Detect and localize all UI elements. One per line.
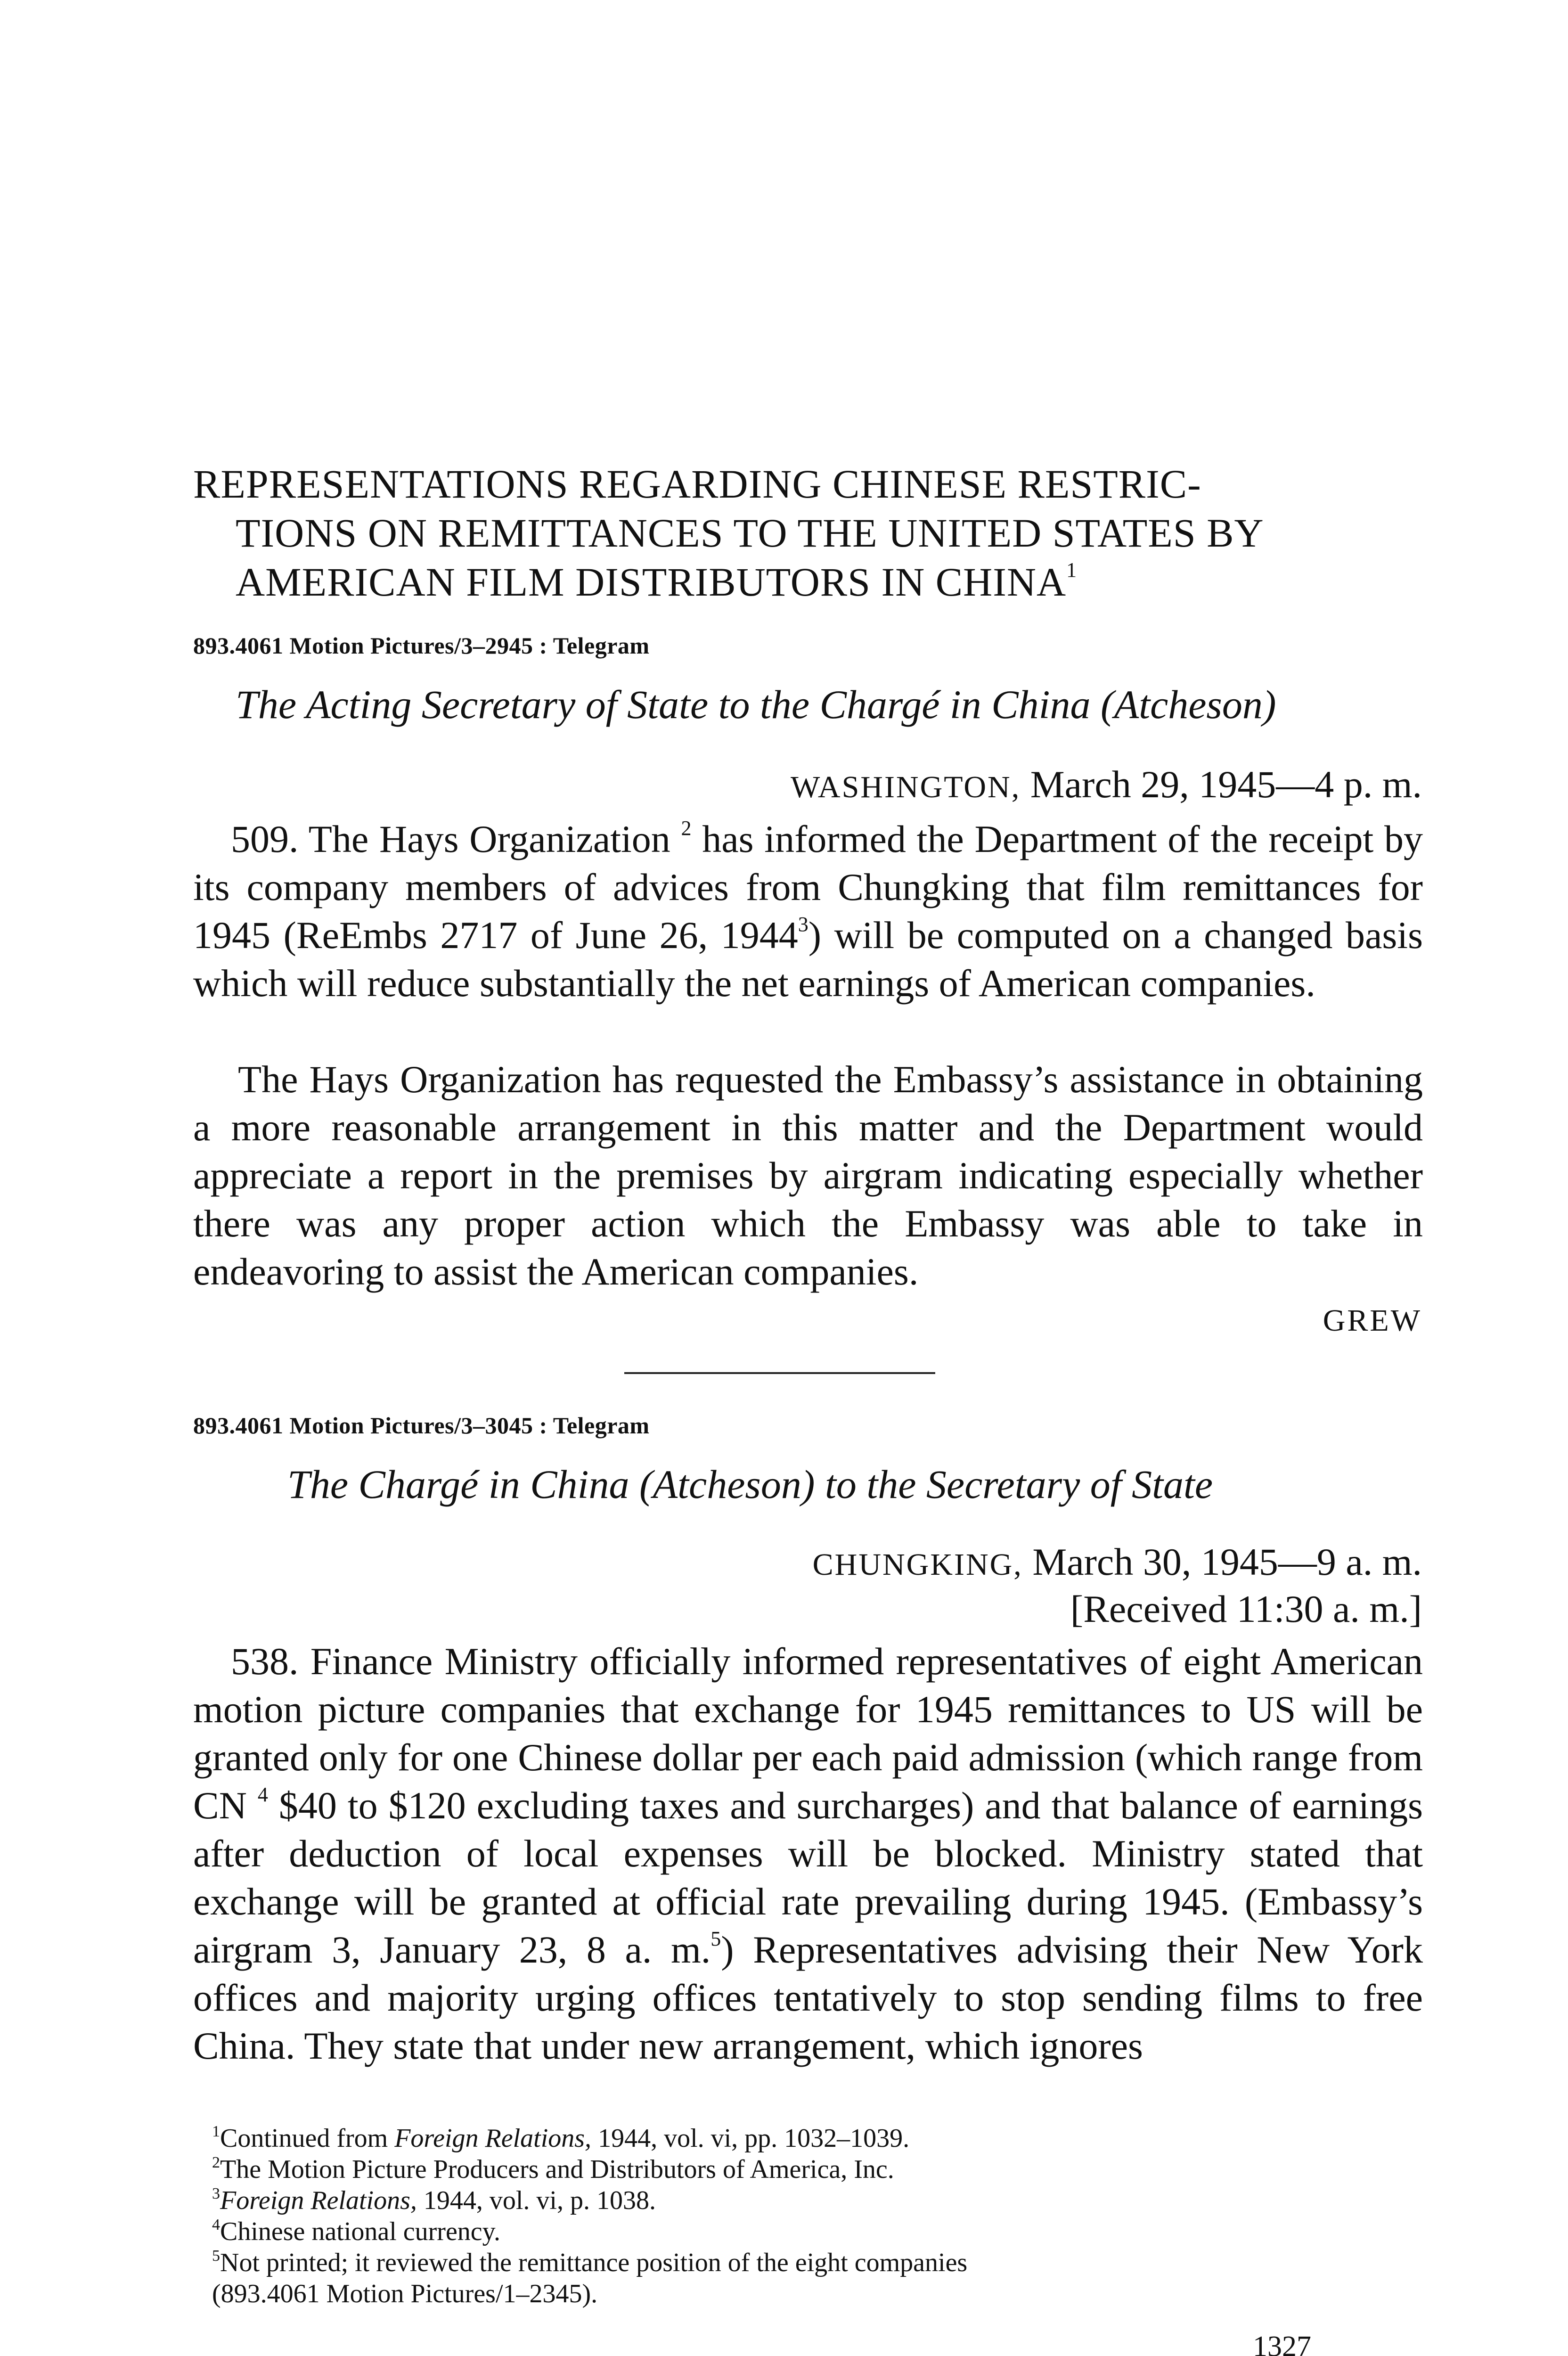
doc2-dateline — [813, 1538, 1422, 1588]
section-heading — [193, 459, 1437, 606]
footnote-1-italic: Foreign Relations, — [394, 2124, 592, 2153]
footnotes — [193, 2123, 1423, 2309]
footnote-3 — [193, 2185, 1423, 2216]
doc2-para1-b: $40 to $120 excluding taxes and surcharges) and that balance of earnings after deduction of local expenses will be blocked. Ministry stated that exchange will be granted at official rate prevailing during 1945. (Embassy’s airgram 3, January 23, 8 a. m. — [193, 1784, 1423, 1971]
doc2-paragraph-1 — [193, 1637, 1423, 2070]
doc1-paragraph-1 — [193, 815, 1423, 1007]
footnote-4 — [193, 2216, 1423, 2247]
footnote-5-number: 5 — [212, 2247, 220, 2265]
doc1-para1-a: 509. The Hays Organization — [231, 818, 670, 860]
footnote-1 — [193, 2123, 1423, 2154]
doc1-signature: GREW — [1323, 1303, 1422, 1338]
footnote-ref-3: 3 — [798, 913, 808, 936]
doc2-file-number: 893.4061 Motion Pictures/3–3045 : Telegram — [193, 1412, 650, 1439]
footnote-1-post: 1944, vol. vi, pp. 1032–1039. — [598, 2124, 910, 2153]
footnote-3-post: 1944, vol. vi, p. 1038. — [423, 2186, 656, 2215]
footnote-5-line-1: Not printed; it reviewed the remittance position of the eight companies — [220, 2248, 968, 2277]
doc2-title: The Chargé in China (Atcheson) to the Secretary of State — [287, 1462, 1213, 1507]
footnote-ref-5: 5 — [710, 1927, 721, 1950]
heading-line-3 — [193, 557, 1437, 606]
doc1-dateline — [791, 761, 1422, 811]
footnote-2-number: 2 — [212, 2154, 220, 2171]
footnote-ref-1: 1 — [1066, 558, 1078, 581]
doc1-place: WASHINGTON, — [790, 770, 1021, 804]
doc1-title: The Acting Secretary of State to the Chargé in China (Atcheson) — [236, 682, 1276, 727]
doc1-date: March 29, 1945—4 p. m. — [1030, 763, 1422, 806]
footnote-2 — [193, 2154, 1423, 2185]
footnote-4-text: Chinese national currency. — [220, 2217, 501, 2246]
footnote-1-pre: Continued from — [220, 2124, 388, 2153]
doc1-paragraph-2: The Hays Organization has requested the Embassy’s assistance in obtaining a more reasonable arrangement in this matter and the Department would appreciate a report in the premises by airgram indicating especially whether there was any proper action which the Embassy was able to take in endeavoring to assist the American companies. — [193, 1058, 1423, 1293]
heading-line-3-text: AMERICAN FILM DISTRIBUTORS IN CHINA — [236, 559, 1067, 605]
page-number: 1327 — [1253, 2331, 1311, 2356]
footnote-ref-2: 2 — [681, 817, 692, 840]
doc1-para1-b: has informed the Department of the receipt by its company members of advices from Chungking that film remittances for 1945 (ReEmbs 2717 of June 26, 1944 — [193, 818, 1423, 957]
footnote-3-number: 3 — [212, 2185, 220, 2202]
footnote-3-italic: Foreign Relations, — [220, 2186, 417, 2215]
doc1-para1-c: ) will be computed on a changed basis which will reduce substantially the net earnings of American companies. — [193, 914, 1423, 1005]
section-divider — [624, 1372, 935, 1374]
footnote-1-number: 1 — [212, 2123, 220, 2140]
doc2-para1-c: ) Representatives advising their New York offices and majority urging offices tentatively to stop sending films to free China. They state that under new arrangement, which ignores — [193, 1928, 1423, 2067]
heading-line-2: TIONS ON REMITTANCES TO THE UNITED STATES BY — [236, 510, 1264, 556]
doc2-received: [Received 11:30 a. m.] — [1070, 1587, 1422, 1630]
doc2-para1-a: 538. Finance Ministry officially informed representatives of eight American motion picture companies that exchange for 1945 remittances to US will be granted only for one Chinese dollar per each paid admission (which range from CN — [193, 1640, 1423, 1827]
footnote-5 — [193, 2247, 1423, 2278]
footnote-ref-4: 4 — [257, 1783, 268, 1806]
doc2-date: March 30, 1945—9 a. m. — [1032, 1540, 1422, 1583]
doc2-place: CHUNGKING, — [812, 1547, 1023, 1582]
footnote-4-number: 4 — [212, 2216, 220, 2233]
footnote-2-text: The Motion Picture Producers and Distributors of America, Inc. — [220, 2155, 894, 2184]
doc1-file-number: 893.4061 Motion Pictures/3–2945 : Telegram — [193, 632, 650, 659]
footnote-5-continuation: (893.4061 Motion Pictures/1–2345). — [212, 2279, 598, 2308]
heading-line-1: REPRESENTATIONS REGARDING CHINESE RESTRIC- — [193, 461, 1201, 507]
